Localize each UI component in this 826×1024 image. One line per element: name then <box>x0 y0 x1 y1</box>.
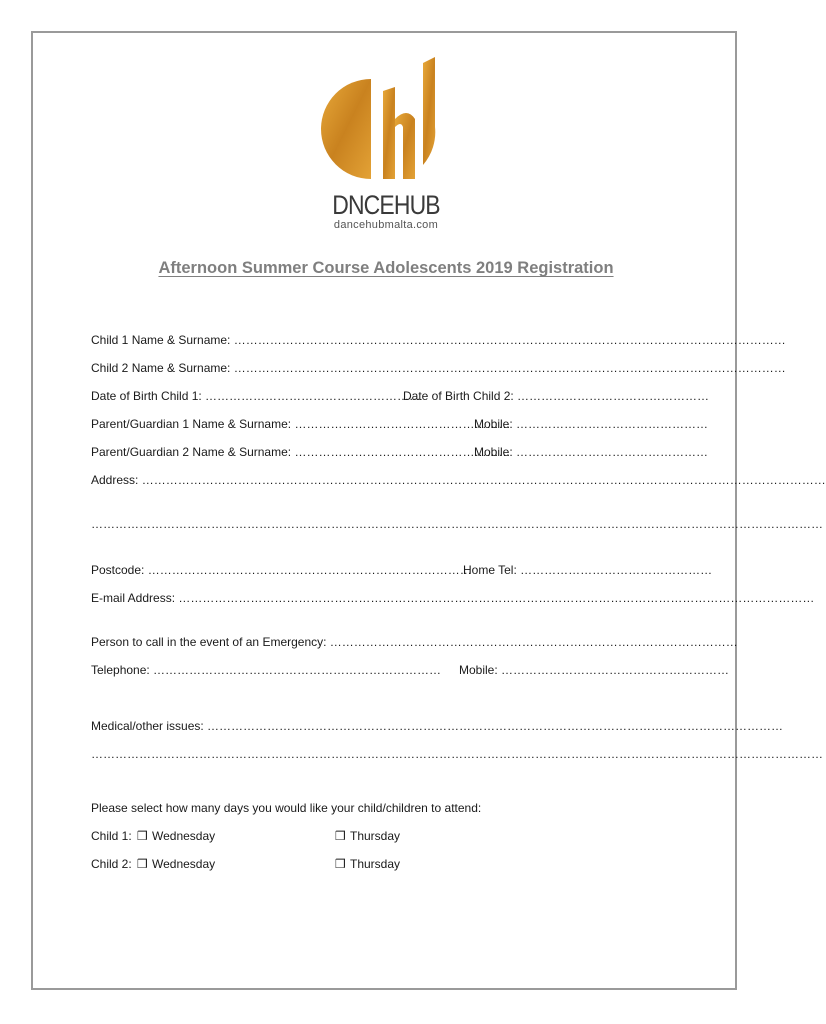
dancehub-logo <box>33 57 739 257</box>
medical-continuation-field[interactable] <box>91 747 823 763</box>
email-field[interactable] <box>91 591 815 607</box>
dob-child1-field[interactable]: Date of Birth Child 1: ……………………………………………… <box>91 389 422 403</box>
child2-days-label: Child 2: <box>91 857 132 871</box>
logo-wordmark: DNCEHUB <box>332 190 440 220</box>
medical-label: Medical/other issues: ……………………………………………………………………………………………………………………………… <box>91 719 784 733</box>
child2-thursday-label: Thursday <box>350 857 401 871</box>
home-tel-field[interactable]: Home Tel: ………………………………………… <box>463 563 713 577</box>
child2-name-field[interactable] <box>91 361 786 377</box>
emergency-phone-row <box>91 663 730 679</box>
medical-field[interactable] <box>91 719 784 735</box>
child1-days-row <box>91 829 669 845</box>
child1-wednesday-checkbox[interactable]: ❒ <box>137 829 148 843</box>
days-prompt-text: Please select how many days you would like your child/children to attend: <box>91 801 482 815</box>
child2-wednesday-label: Wednesday <box>152 857 216 871</box>
address-continuation-line: ………………………………………………………………………………………………………………………………………………………………… <box>91 517 823 531</box>
dob-row <box>91 389 710 405</box>
child2-name-label: Child 2 Name & Surname: ………………………………………………………………………………………………………………………… <box>91 361 786 375</box>
emergency-contact-label: Person to call in the event of an Emergency: ………………………………………………………………………………………… <box>91 635 738 649</box>
logo-website: dancehubmalta.com <box>333 219 439 231</box>
child1-name-label: Child 1 Name & Surname: ………………………………………………………………………………………………………………………… <box>91 333 786 347</box>
child1-thursday-label: Thursday <box>350 829 401 843</box>
dancehub-logo-mark <box>331 57 443 187</box>
address-continuation-field[interactable] <box>91 517 823 533</box>
dob-child2-field[interactable]: Date of Birth Child 2: ………………………………………… <box>403 389 710 403</box>
address-field[interactable] <box>91 473 826 489</box>
child1-name-field[interactable] <box>91 333 786 349</box>
parent1-name-field[interactable]: Parent/Guardian 1 Name & Surname: ……………………………………………… <box>91 417 511 431</box>
parent2-row <box>91 445 709 461</box>
postcode-row <box>91 563 713 579</box>
parent1-mobile-field[interactable]: Mobile: ………………………………………… <box>474 417 709 431</box>
medical-continuation-line: ………………………………………………………………………………………………………………………………………………………………… <box>91 747 823 761</box>
child1-thursday-checkbox[interactable]: ❒ <box>335 829 346 843</box>
child1-wednesday-label: Wednesday <box>152 829 216 843</box>
child1-days-label: Child 1: <box>91 829 132 843</box>
child2-wednesday-checkbox[interactable]: ❒ <box>137 857 148 871</box>
mobile-field[interactable]: Mobile: ………………………………………………… <box>459 663 730 677</box>
telephone-field[interactable]: Telephone: ……………………………………………………………… <box>91 663 442 677</box>
child2-days-row <box>91 857 669 873</box>
email-label: E-mail Address: …………………………………………………………………………………………………………………………………………… <box>91 591 815 605</box>
parent2-mobile-field[interactable]: Mobile: ………………………………………… <box>474 445 709 459</box>
parent2-name-field[interactable]: Parent/Guardian 2 Name & Surname: ……………………………………………… <box>91 445 511 459</box>
postcode-field[interactable]: Postcode: ……………………………………………………………………… <box>91 563 472 577</box>
form-title: Afternoon Summer Course Adolescents 2019 Registration <box>158 259 614 277</box>
emergency-contact-field[interactable] <box>91 635 738 651</box>
parent1-row <box>91 417 709 433</box>
child2-thursday-checkbox[interactable]: ❒ <box>335 857 346 871</box>
days-prompt <box>91 801 669 817</box>
registration-form-page <box>31 31 826 990</box>
address-label: Address: ……………………………………………………………………………………………………………………………………………………… <box>91 473 826 487</box>
